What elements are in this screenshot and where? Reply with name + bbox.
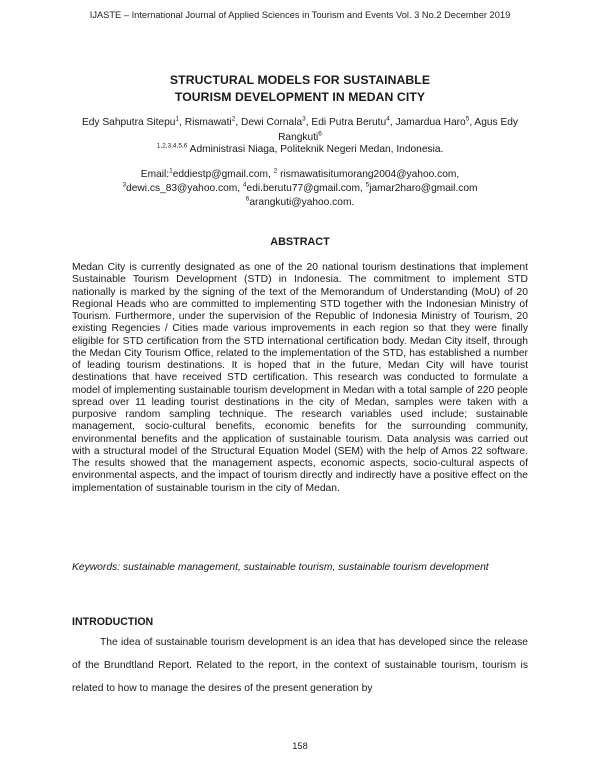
author-6: , Agus Edy Rangkuti (278, 117, 519, 143)
email-3-mark: 3 (122, 181, 127, 189)
introduction-heading: INTRODUCTION (72, 616, 154, 628)
author-4: , Edi Putra Berutu (305, 117, 387, 128)
email-list (50, 168, 550, 210)
title-line-1: STRUCTURAL MODELS FOR SUSTAINABLE (169, 73, 431, 87)
introduction-body: The idea of sustainable tourism development is an idea that has developed since the release of the Brundtland Report. Related to the report, in the context of sustainable tourism, tourism is related to how to manage the desires of the present generation by (72, 637, 528, 695)
email-5: jamar2haro@gmail.com (369, 183, 478, 194)
abstract-body: Medan City is currently designated as one of the 20 national tourism destinations that implement Sustainable Tourism Development (STD) in Indonesia. The commitment to implement STD nationally is marked by the signing of the text of the Memorandum of Understanding (MoU) of 20 Regional Heads who are committed to implementing STD together with the Indonesian Ministry of Tourism. Furthermore, under the supervision of the Republic of Indonesia Ministry of Tourism, 20 existing Regencies / Cities made various improvements in each region so that they were finally eligible for STD certification from the STD international certification body. Medan City itself, through the Medan City Tourism Office, related to the implementation of the STD, has established a number of leading tourism destinations. It is hoped that in the future, Medan City will have tourist destinations that have received STD certification. This research was conducted to formulate a model of implementing sustainable tourism development in Medan with a total sample of 220 people spread over 11 leading tourist destinations in the city of Medan, samples were taken with a purposive random sampling technique. The research variables used include; sustainable management, socio-cultural benefits, economic benefits for the surrounding community, environmental benefits and the application of sustainable tourism. Data analysis was carried out with a structural model of the Structural Equation Model (SEM) with the help of Amos 22 software. The results showed that the management aspects, economic aspects, socio-cultural aspects of environmental aspects, and the impact of tourism directly and indirectly have a positive effect on the implementation of sustainable tourism in the city of Medan. (72, 262, 528, 494)
email-5-mark: 5 (365, 181, 370, 189)
keywords: Keywords: sustainable management, sustainable tourism, sustainable tourism development (72, 562, 489, 573)
email-prefix: Email: (140, 169, 170, 180)
author-2-mark: 2 (231, 115, 236, 123)
email-3: dewi.cs_83@yahoo.com, (126, 183, 243, 194)
abstract-heading: ABSTRACT (270, 236, 330, 248)
affiliation-marks: 1,2,3,4,5,6 (156, 142, 188, 150)
email-2: rismawatisitumorang2004@yahoo.com, (277, 169, 460, 180)
email-1: eddiestp@gmail.com, (172, 169, 274, 180)
author-1: Edy Sahputra Sitepu (81, 117, 176, 128)
title-line-2: TOURISM DEVELOPMENT IN MEDAN CITY (174, 90, 426, 104)
author-5: , Jamardua Haro (389, 117, 466, 128)
email-line-1 (50, 168, 550, 182)
author-6-mark: 6 (318, 130, 322, 138)
author-1-mark: 1 (175, 115, 180, 123)
author-3: , Dewi Cornala (235, 117, 303, 128)
author-2: , Rismawati (179, 117, 232, 128)
email-line-3 (50, 196, 550, 210)
email-6-mark: 6 (245, 195, 250, 203)
paper-title (0, 72, 600, 106)
affiliation (0, 144, 600, 155)
email-1-mark: 1 (169, 167, 173, 175)
email-6: arangkuti@yahoo.com. (249, 197, 355, 208)
email-4: edi.berutu77@gmail.com, (246, 183, 366, 194)
email-2-mark: 2 (273, 167, 278, 175)
author-4-mark: 4 (386, 115, 390, 123)
email-4-mark: 4 (242, 181, 247, 189)
affiliation-text: Administrasi Niaga, Politeknik Negeri Medan, Indonesia. (187, 144, 444, 155)
author-3-mark: 3 (302, 115, 306, 123)
page-number: 158 (292, 741, 308, 751)
email-line-2 (50, 182, 550, 196)
author-5-mark: 5 (465, 115, 470, 123)
author-list (60, 116, 540, 145)
journal-header: IJASTE – International Journal of Applied Sciences in Tourism and Events Vol. 3 No.2 December 2019 (89, 10, 511, 20)
